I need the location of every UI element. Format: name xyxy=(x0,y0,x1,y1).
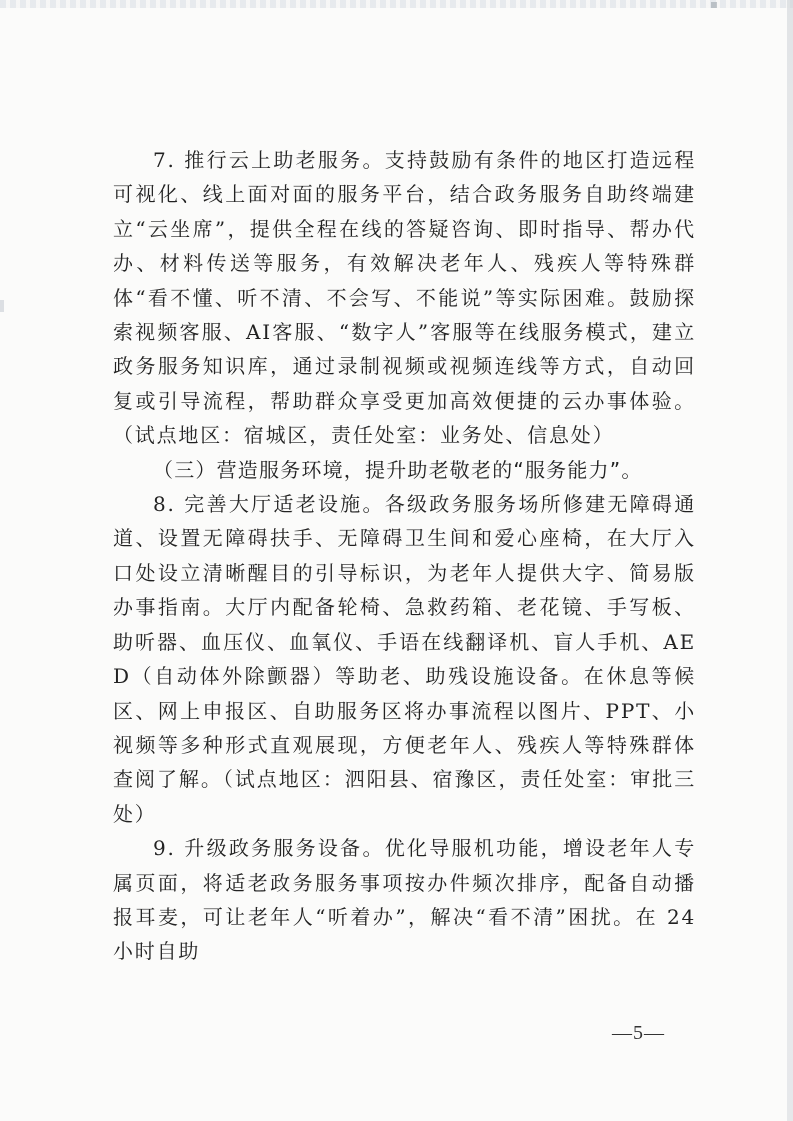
paragraph-item-7: 7. 推行云上助老服务。支持鼓励有条件的地区打造远程可视化、线上面对面的服务平台，结合政务服务自助终端建立“云坐席”，提供全程在线的答疑咨询、即时指导、帮办代办、材料传送等服务，有效解决老年人、残疾人等特殊群体“看不懂、听不清、不会写、不能说”等实际困难。鼓励探索视频客服、AI客服、“数字人”客服等在线服务模式，建立政务服务知识库，通过录制视频或视频连线等方式，自动回复或引导流程，帮助群众享受更加高效便捷的云办事体验。（试点地区：宿城区，责任处室：业务处、信息处） xyxy=(113,148,696,448)
paragraph-item-8: 8. 完善大厅适老设施。各级政务服务场所修建无障碍通道、设置无障碍扶手、无障碍卫生间和爱心座椅，在大厅入口处设立清晰醒目的引导标识，为老年人提供大字、简易版办事指南。大厅内配备轮椅、急救药箱、老花镜、手写板、助听器、血压仪、血氧仪、手语在线翻译机、盲人手机、AED（自动体外除颤器）等助老、助残设施设备。在休息等候区、网上申报区、自助服务区将办事流程以图片、PPT、小视频等多种形式直观展现，方便老年人、残疾人等特殊群体查阅了解。（试点地区：泗阳县、宿豫区，责任处室：审批三处） xyxy=(113,492,696,826)
document-body xyxy=(113,143,696,969)
page-number: —5— xyxy=(612,1022,665,1044)
scan-edge-mark xyxy=(0,300,4,312)
section-heading-3: （三）营造服务环境，提升助老敬老的“服务能力”。 xyxy=(153,457,643,482)
scan-edge-right xyxy=(787,0,793,1121)
paragraph-item-9: 9. 升级政务服务设备。优化导服机功能，增设老年人专属页面，将适老政务服务事项按办件频次排序，配备自动播报耳麦，可让老年人“听着办”，解决“看不清”困扰。在 24 小时自助 xyxy=(113,836,696,964)
scan-corner-mark xyxy=(711,2,717,8)
scan-edge-top xyxy=(0,0,793,8)
